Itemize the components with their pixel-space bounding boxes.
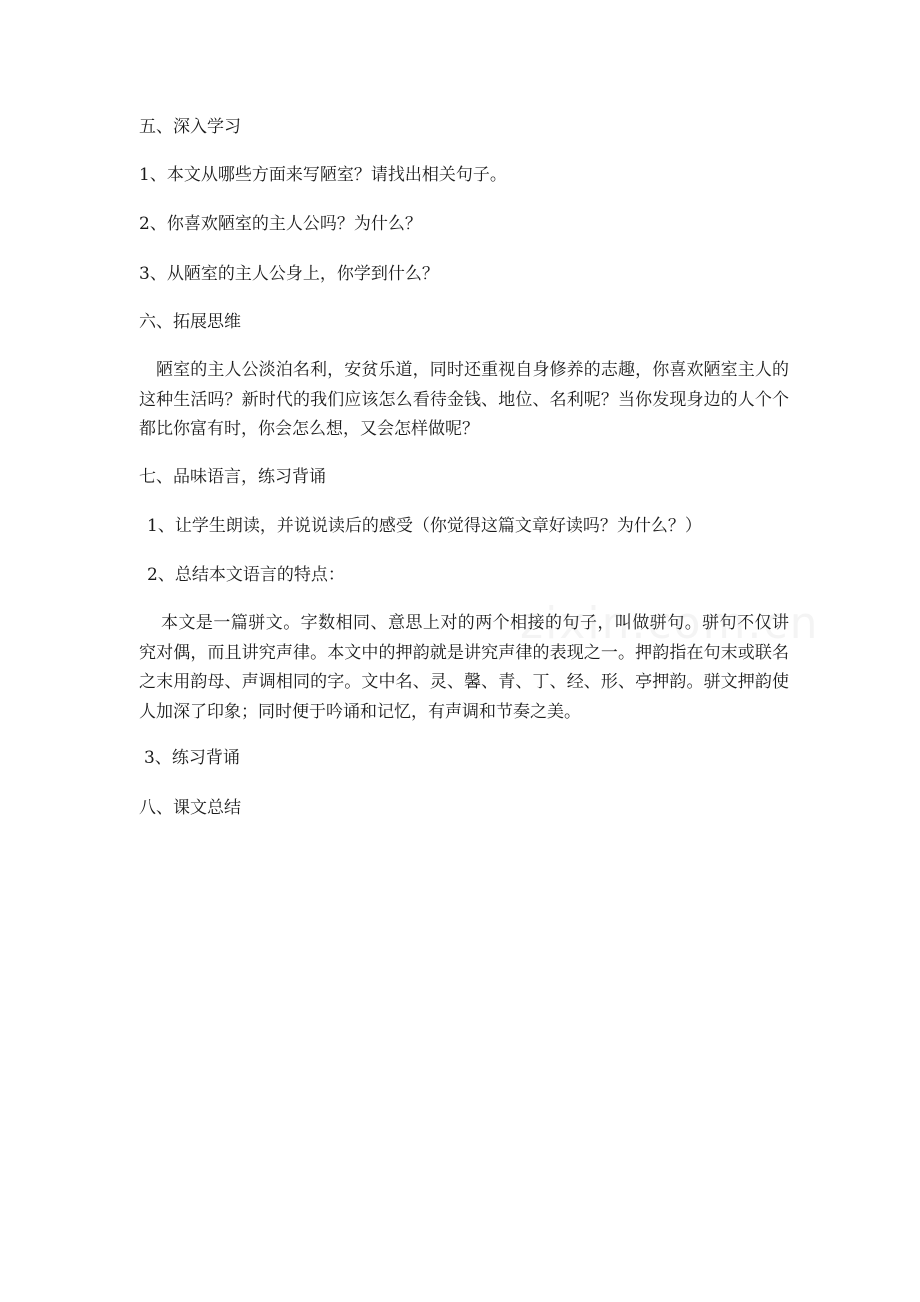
section-5-question-3: 3、从陋室的主人公身上，你学到什么？ xyxy=(139,264,439,284)
section-7-item-1: 1、让学生朗读，并说说读后的感受（你觉得这篇文章好读吗？为什么？） xyxy=(147,516,702,536)
section-7-item-3: 3、练习背诵 xyxy=(144,748,240,768)
section-6-heading: 六、拓展思维 xyxy=(139,312,241,332)
section-7-heading: 七、品味语言，练习背诵 xyxy=(139,467,326,487)
section-5-question-1: 1、本文从哪些方面来写陋室？请找出相关句子。 xyxy=(139,165,507,185)
section-8-heading: 八、课文总结 xyxy=(139,798,241,818)
section-6-body: 陋室的主人公淡泊名利，安贫乐道，同时还重视自身修养的志趣，你喜欢陋室主人的这种生活吗？新时代的我们应该怎么看待金钱、地位、名利呢？当你发现身边的人个个都比你富有时，你会怎么想，又会怎样做呢？ xyxy=(139,360,789,439)
section-7-body: 本文是一篇骈文。字数相同、意思上对的两个相接的句子，叫做骈句。骈句不仅讲究对偶，而且讲究声律。本文中的押韵就是讲究声律的表现之一。押韵指在句末或联名之末用韵母、声调相同的字。文中名、灵、馨、青、丁、经、形、亭押韵。骈文押韵使人加深了印象；同时便于吟诵和记忆，有声调和节奏之美。 xyxy=(139,613,789,722)
watermark xyxy=(520,598,820,649)
section-5-heading: 五、深入学习 xyxy=(139,117,241,137)
section-5-question-2: 2、你喜欢陋室的主人公吗？为什么？ xyxy=(139,214,422,234)
section-7-item-2: 2、总结本文语言的特点： xyxy=(147,565,345,585)
